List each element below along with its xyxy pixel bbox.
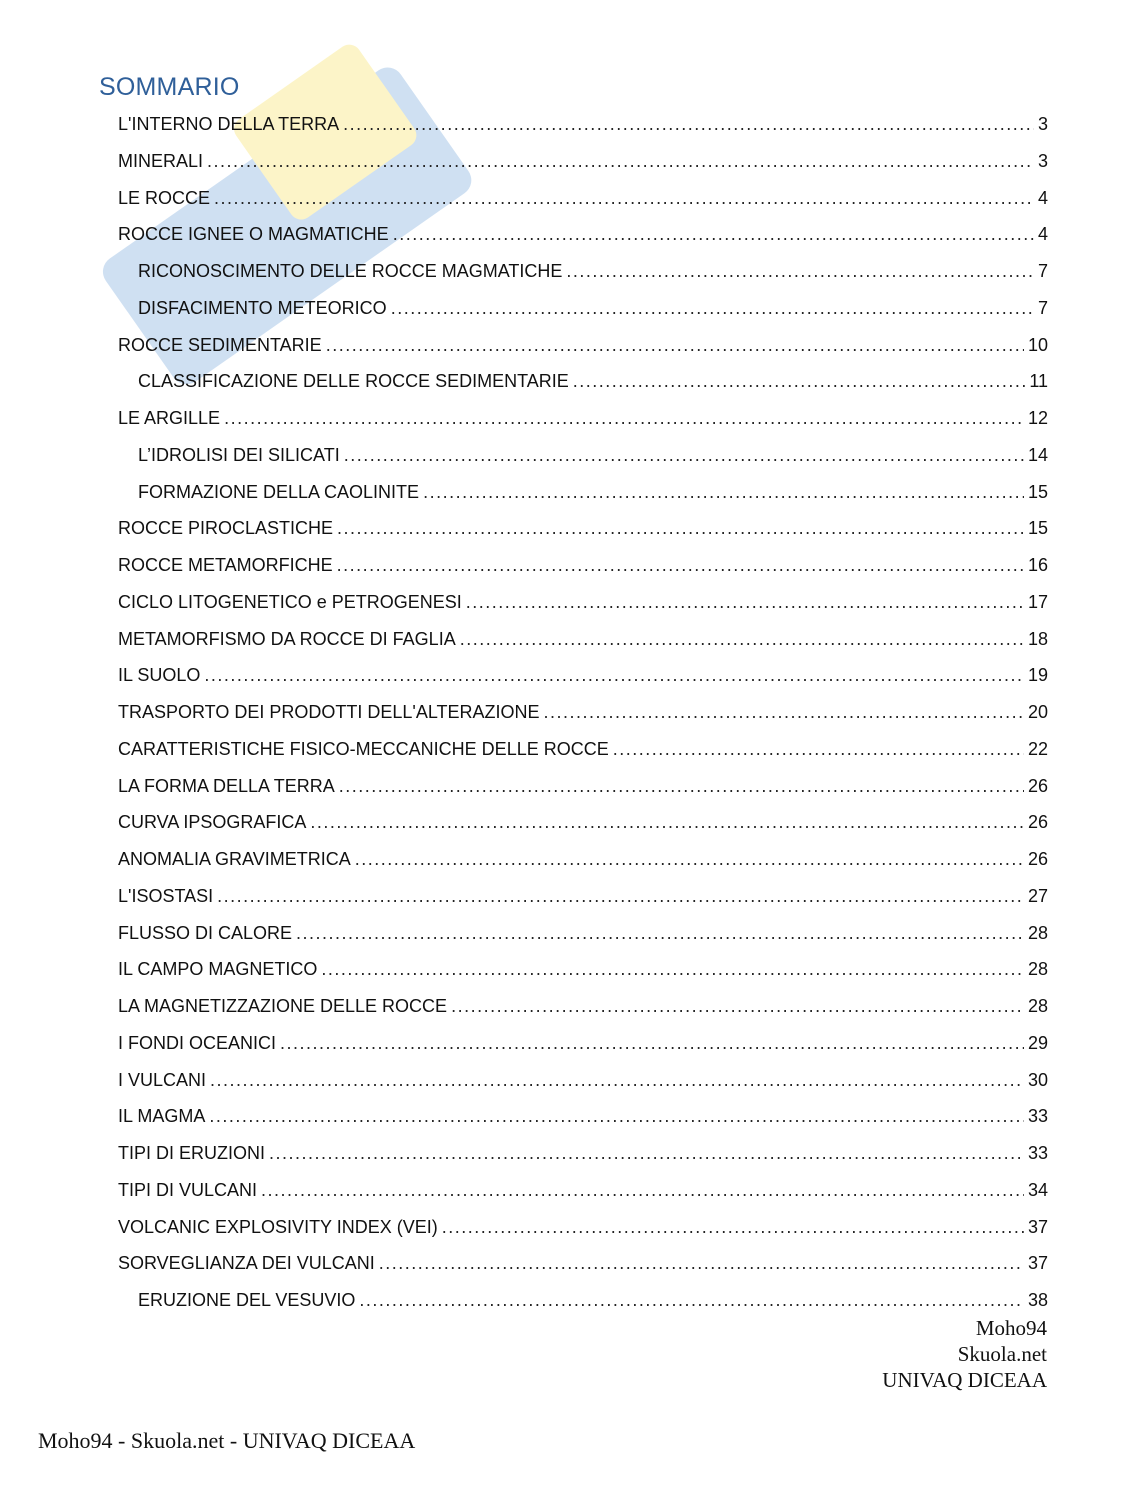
- toc-entry-page[interactable]: 26: [1027, 812, 1048, 833]
- toc-entry-page[interactable]: 28: [1027, 922, 1048, 943]
- toc-entry-label[interactable]: IL MAGMA: [118, 1106, 206, 1127]
- toc-entry-page[interactable]: 29: [1027, 1032, 1048, 1053]
- toc-entry-page[interactable]: 38: [1027, 1290, 1048, 1310]
- toc-entry-label[interactable]: SORVEGLIANZA DEI VULCANI: [118, 1253, 375, 1274]
- toc-entry-page[interactable]: 16: [1027, 555, 1048, 575]
- toc-dot-leader: [466, 584, 1024, 621]
- toc-entry-page[interactable]: 12: [1027, 408, 1048, 428]
- toc-entry[interactable]: [118, 1062, 1048, 1099]
- toc-entry-label[interactable]: I FONDI OCEANICI: [118, 1032, 277, 1053]
- toc-entry-label[interactable]: ANOMALIA GRAVIMETRICA: [118, 849, 351, 869]
- author-signature: [882, 1315, 1047, 1393]
- toc-entry[interactable]: [118, 841, 1048, 878]
- toc-entry-label[interactable]: IL CAMPO MAGNETICO: [118, 959, 318, 980]
- toc-dot-leader: [343, 106, 1034, 143]
- toc-entry[interactable]: [118, 437, 1048, 474]
- toc-dot-leader: [224, 400, 1024, 437]
- toc-entry-page[interactable]: 4: [1037, 187, 1048, 208]
- toc-dot-leader: [393, 216, 1034, 253]
- toc-dot-leader: [207, 143, 1034, 180]
- toc-entry[interactable]: [118, 621, 1048, 658]
- table-of-contents: [118, 106, 1048, 1319]
- toc-entry[interactable]: [118, 804, 1048, 841]
- toc-dot-leader: [344, 437, 1024, 474]
- toc-entry[interactable]: [118, 290, 1048, 327]
- toc-entry[interactable]: [118, 584, 1048, 621]
- toc-dot-leader: [214, 180, 1034, 217]
- toc-entry-label[interactable]: TRASPORTO DEI PRODOTTI DELL'ALTERAZIONE: [118, 702, 540, 722]
- toc-entry[interactable]: [118, 915, 1048, 952]
- toc-entry[interactable]: [118, 1282, 1048, 1319]
- toc-entry-label[interactable]: DISFACIMENTO METEORICO: [138, 297, 387, 318]
- toc-entry-label[interactable]: I VULCANI: [118, 1069, 207, 1090]
- toc-entry-page[interactable]: 26: [1027, 775, 1048, 796]
- toc-entry[interactable]: [118, 1172, 1048, 1209]
- toc-entry[interactable]: [118, 731, 1048, 768]
- toc-entry-label[interactable]: CURVA IPSOGRAFICA: [118, 812, 307, 833]
- toc-dot-leader: [261, 1172, 1024, 1209]
- toc-entry-page[interactable]: 34: [1027, 1179, 1048, 1200]
- toc-entry[interactable]: [118, 694, 1048, 731]
- toc-entry[interactable]: [118, 327, 1048, 364]
- toc-entry[interactable]: [118, 1209, 1048, 1246]
- toc-dot-leader: [217, 878, 1024, 915]
- toc-dot-leader: [209, 1098, 1024, 1135]
- toc-dot-leader: [269, 1135, 1024, 1172]
- toc-entry-label[interactable]: LE ARGILLE: [118, 408, 221, 428]
- toc-entry[interactable]: [118, 106, 1048, 143]
- toc-dot-leader: [573, 363, 1026, 400]
- toc-dot-leader: [355, 841, 1024, 878]
- toc-entry[interactable]: [118, 1098, 1048, 1135]
- toc-entry[interactable]: [118, 547, 1048, 584]
- toc-entry-label[interactable]: ERUZIONE DEL VESUVIO: [138, 1290, 356, 1310]
- toc-dot-leader: [359, 1282, 1024, 1319]
- toc-dot-leader: [379, 1245, 1024, 1282]
- toc-entry[interactable]: [118, 1135, 1048, 1172]
- toc-dot-leader: [339, 768, 1024, 805]
- toc-entry[interactable]: [118, 1245, 1048, 1282]
- toc-entry-label[interactable]: METAMORFISMO DA ROCCE DI FAGLIA: [118, 628, 456, 649]
- toc-entry[interactable]: [118, 988, 1048, 1025]
- toc-entry[interactable]: [118, 216, 1048, 253]
- toc-entry-label[interactable]: ROCCE PIROCLASTICHE: [118, 518, 334, 539]
- toc-entry-page[interactable]: 15: [1027, 518, 1048, 539]
- toc-entry-page[interactable]: 28: [1027, 996, 1048, 1016]
- toc-dot-leader: [451, 988, 1024, 1025]
- toc-entry-label[interactable]: LA MAGNETIZZAZIONE DELLE ROCCE: [118, 996, 448, 1016]
- toc-entry-page[interactable]: 14: [1027, 444, 1048, 465]
- toc-entry-page[interactable]: 7: [1037, 297, 1048, 318]
- toc-dot-leader: [337, 510, 1024, 547]
- toc-entry-label[interactable]: ROCCE SEDIMENTARIE: [118, 334, 322, 355]
- toc-entry[interactable]: [118, 878, 1048, 915]
- toc-entry[interactable]: [118, 400, 1048, 437]
- toc-dot-leader: [391, 290, 1034, 327]
- toc-entry-label[interactable]: L’IDROLISI DEI SILICATI: [138, 444, 340, 465]
- toc-entry-page[interactable]: 15: [1027, 481, 1048, 502]
- toc-entry-page[interactable]: 33: [1027, 1106, 1048, 1127]
- toc-entry[interactable]: [118, 510, 1048, 547]
- toc-entry-label[interactable]: RICONOSCIMENTO DELLE ROCCE MAGMATICHE: [138, 261, 563, 281]
- toc-dot-leader: [280, 1025, 1024, 1062]
- toc-entry-page[interactable]: 37: [1027, 1216, 1048, 1237]
- toc-entry-label[interactable]: LE ROCCE: [118, 187, 211, 208]
- toc-entry[interactable]: [118, 768, 1048, 805]
- toc-entry-label[interactable]: ROCCE IGNEE O MAGMATICHE: [118, 224, 389, 245]
- toc-dot-leader: [442, 1209, 1024, 1246]
- toc-entry-page[interactable]: 7: [1037, 261, 1048, 281]
- toc-entry[interactable]: [118, 951, 1048, 988]
- toc-entry-page[interactable]: 3: [1037, 114, 1048, 134]
- toc-entry[interactable]: [118, 180, 1048, 217]
- toc-entry-label[interactable]: IL SUOLO: [118, 665, 201, 686]
- toc-dot-leader: [613, 731, 1024, 768]
- toc-entry-page[interactable]: 3: [1037, 150, 1048, 171]
- toc-dot-leader: [566, 253, 1034, 290]
- toc-dot-leader: [423, 474, 1024, 511]
- toc-entry[interactable]: [118, 1025, 1048, 1062]
- toc-entry-label[interactable]: CLASSIFICAZIONE DELLE ROCCE SEDIMENTARIE: [138, 371, 569, 392]
- toc-entry-page[interactable]: 4: [1037, 224, 1048, 245]
- toc-dot-leader: [460, 621, 1024, 658]
- toc-entry-label[interactable]: TIPI DI VULCANI: [118, 1179, 258, 1200]
- toc-entry-page[interactable]: 27: [1027, 885, 1048, 906]
- toc-entry-label[interactable]: L'ISOSTASI: [118, 885, 214, 906]
- toc-dot-leader: [310, 804, 1024, 841]
- toc-dot-leader: [210, 1062, 1024, 1099]
- toc-entry-label[interactable]: CARATTERISTICHE FISICO-MECCANICHE DELLE ROCCE: [118, 738, 609, 759]
- toc-entry[interactable]: [118, 143, 1048, 180]
- toc-entry[interactable]: [118, 363, 1048, 400]
- signature-line-author: Moho94: [975, 1316, 1047, 1340]
- toc-entry-page[interactable]: 10: [1027, 334, 1048, 355]
- toc-entry[interactable]: [118, 474, 1048, 511]
- toc-entry-page[interactable]: 28: [1027, 959, 1048, 980]
- toc-entry-page[interactable]: 11: [1029, 371, 1048, 392]
- toc-entry-label[interactable]: CICLO LITOGENETICO e PETROGENESI: [118, 591, 462, 612]
- toc-dot-leader: [337, 547, 1024, 584]
- toc-dot-leader: [544, 694, 1024, 731]
- toc-entry-label[interactable]: TIPI DI ERUZIONI: [118, 1143, 266, 1163]
- toc-dot-leader: [296, 915, 1024, 952]
- toc-entry-page[interactable]: 19: [1027, 665, 1048, 686]
- toc-dot-leader: [326, 327, 1024, 364]
- toc-entry-label[interactable]: FORMAZIONE DELLA CAOLINITE: [138, 481, 420, 502]
- signature-line-site: Skuola.net: [957, 1342, 1047, 1366]
- toc-entry-page[interactable]: 37: [1027, 1253, 1048, 1274]
- toc-dot-leader: [204, 657, 1024, 694]
- toc-entry-label[interactable]: ROCCE METAMORFICHE: [118, 555, 333, 575]
- toc-entry-page[interactable]: 26: [1027, 849, 1048, 869]
- toc-entry-label[interactable]: FLUSSO DI CALORE: [118, 922, 293, 943]
- toc-entry-page[interactable]: 17: [1027, 591, 1048, 612]
- toc-entry-label[interactable]: LA FORMA DELLA TERRA: [118, 775, 335, 796]
- toc-entry-page[interactable]: 30: [1027, 1069, 1048, 1090]
- toc-entry-page[interactable]: 33: [1027, 1143, 1048, 1163]
- page-footer: Moho94 - Skuola.net - UNIVAQ DICEAA: [38, 1428, 416, 1453]
- toc-entry-page[interactable]: 22: [1027, 738, 1048, 759]
- toc-entry-label[interactable]: VOLCANIC EXPLOSIVITY INDEX (VEI): [118, 1216, 438, 1237]
- toc-entry-page[interactable]: 20: [1027, 702, 1048, 722]
- toc-dot-leader: [321, 951, 1024, 988]
- toc-entry-label[interactable]: MINERALI: [118, 150, 204, 171]
- toc-entry-page[interactable]: 18: [1027, 628, 1048, 649]
- signature-line-course: UNIVAQ DICEAA: [882, 1368, 1047, 1392]
- toc-entry-label[interactable]: L'INTERNO DELLA TERRA: [118, 114, 340, 134]
- toc-entry[interactable]: [118, 253, 1048, 290]
- toc-entry[interactable]: [118, 657, 1048, 694]
- toc-title: SOMMARIO: [99, 73, 240, 101]
